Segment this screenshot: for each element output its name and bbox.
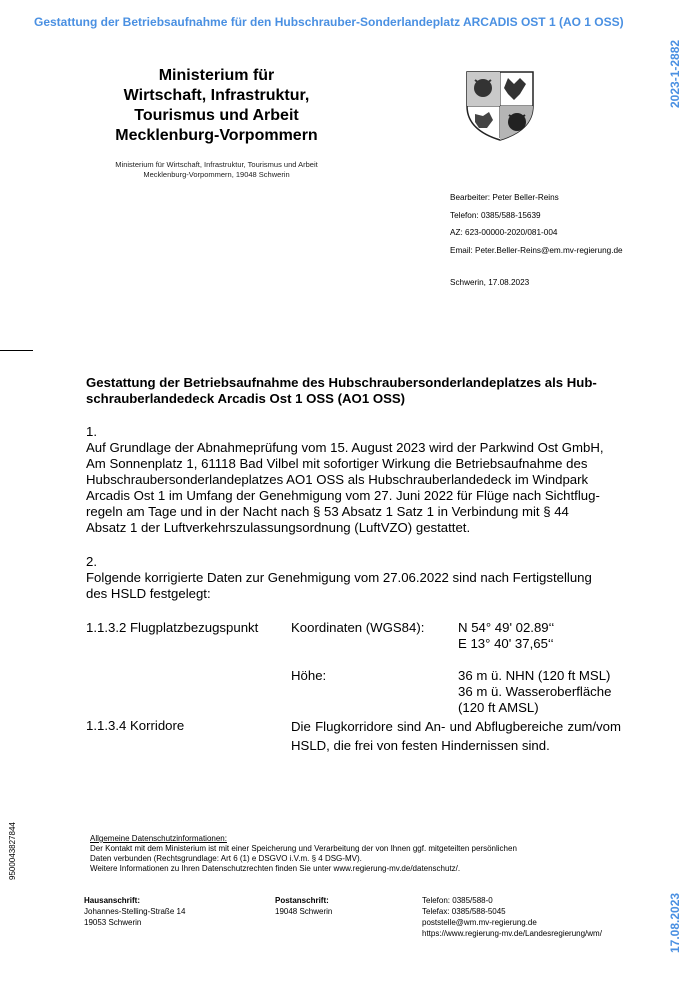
document-header-title: Gestattung der Betriebsaufnahme für den Hubschrauber-Sonderlandeplatz ARCADIS OST 1 (AO 1 OSS) [34, 15, 624, 29]
coordinate-north: N 54° 49' 02.89‘‘ [458, 620, 555, 635]
footer-postal-address [275, 895, 332, 917]
privacy-heading: Allgemeine Datenschutzinformationen: [90, 834, 227, 843]
section-2-line: des HSLD festgelegt: [86, 586, 211, 601]
letter-subject [86, 375, 631, 407]
side-barcode-number [8, 822, 22, 882]
ministry-title-line: Wirtschaft, Infrastruktur, [123, 87, 310, 104]
sender-line: Mecklenburg-Vorpommern, 19048 Schwerin [143, 170, 290, 179]
section-1-line: Auf Grundlage der Abnahmeprüfung vom 15. August 2023 wird der Parkwind Ost GmbH, [86, 440, 604, 455]
footer-house-address [84, 895, 185, 928]
coordinate-east: E 13° 40' 37,65‘‘ [458, 636, 554, 651]
privacy-line: Der Kontakt mit dem Ministerium ist mit einer Speicherung und Verarbeitung der von Ihnen ggf. mitgeteilten persönlichen [90, 844, 517, 853]
height-value-water: 36 m ü. Wasseroberfläche [458, 684, 612, 699]
contact-telefon: Telefon: 0385/588-15639 [450, 210, 541, 220]
footer-email-link[interactable]: poststelle@wm.mv-regierung.de [422, 918, 537, 927]
section-1-line: regeln am Tage und in der Nacht nach § 53 Absatz 1 Satz 1 in Verbindung mit § 44 [86, 504, 569, 519]
footer-postal-label: Postanschrift: [275, 896, 329, 905]
coat-of-arms-icon [463, 68, 537, 142]
footer-house-street: Johannes-Stelling-Straße 14 [84, 907, 186, 916]
subject-line: Gestattung der Betriebsaufnahme des Hubschraubersonderlandeplatzes als Hub- [86, 375, 597, 390]
contact-email: Email: Peter.Beller-Reins@em.mv-regierung.de [450, 246, 623, 256]
subject-line: schrauberlandedeck Arcadis Ost 1 OSS (AO1 OSS) [86, 391, 406, 406]
ministry-title [100, 66, 333, 146]
height-label: Höhe: [291, 668, 327, 683]
section-1-line: Absatz 1 der Luftverkehrszulassungsordnung (LuftVZO) gestattet. [86, 520, 471, 535]
side-reference-text: 2023-1-2882 [668, 39, 682, 108]
contact-bearbeiter: Bearbeiter: Peter Beller-Reins [450, 193, 559, 202]
height-value-amsl: (120 ft AMSL) [458, 700, 539, 715]
fold-mark [0, 350, 33, 351]
footer-telefax: Telefax: 0385/588-5045 [422, 907, 506, 916]
footer-house-label: Hausanschrift: [84, 896, 141, 905]
footer-contact [422, 895, 602, 939]
item-flugplatzbezugspunkt-label: 1.1.3.2 Flugplatzbezugspunkt [86, 620, 259, 635]
section-number: 1. [86, 424, 97, 439]
privacy-line: Daten verbunden (Rechtsgrundlage: Art 6 (1) e DSGVO i.V.m. § 4 DSG-MV). [90, 854, 362, 863]
letter-date: Schwerin, 17.08.2023 [450, 278, 530, 287]
section-1-line: Arcadis Ost 1 im Umfang der Genehmigung vom 27. Juni 2022 für Flüge nach Sichtflug- [86, 488, 600, 503]
contact-az: AZ: 623-00000-2020/081-004 [450, 228, 558, 238]
coordinates-label: Koordinaten (WGS84): [291, 620, 425, 635]
side-barcode-text: 9500043827844 [8, 822, 17, 880]
side-reference-number [668, 34, 688, 114]
ministry-title-line: Ministerium für [158, 67, 275, 84]
item-korridore-text: Die Flugkorridore sind An- und Abflugbereiche zum/vom HSLD, die frei von festen Hindernissen sind. [291, 719, 621, 753]
section-2-line: Folgende korrigierte Daten zur Genehmigung vom 27.06.2022 sind nach Fertigstellung [86, 570, 592, 585]
side-date [668, 892, 688, 955]
privacy-line: Weitere Informationen zu Ihren Datenschutzrechten finden Sie unter www.regierung-mv.de/datenschutz/. [90, 864, 461, 873]
footer-house-city: 19053 Schwerin [84, 918, 142, 927]
section-2 [86, 554, 631, 602]
privacy-notice [90, 834, 517, 874]
footer-postal-city: 19048 Schwerin [275, 907, 333, 916]
side-date-text: 17.08.2023 [668, 892, 682, 953]
section-number: 2. [86, 554, 97, 569]
item-korridore-label: 1.1.3.4 Korridore [86, 718, 185, 733]
section-1-line: Hubschraubersonderlandeplatzes AO1 OSS als Hubschrauberlandedeck im Windpark [86, 472, 589, 487]
height-value-nhn: 36 m ü. NHN (120 ft MSL) [458, 668, 611, 683]
footer-web-link[interactable]: https://www.regierung-mv.de/Landesregierung/wm/ [422, 929, 602, 938]
section-1-line: Am Sonnenplatz 1, 61118 Bad Vilbel mit sofortiger Wirkung die Betriebsaufnahme des [86, 456, 588, 471]
footer-telefon: Telefon: 0385/588-0 [422, 896, 493, 905]
ministry-title-line: Tourismus und Arbeit [134, 107, 299, 124]
sender-line: Ministerium für Wirtschaft, Infrastruktur, Tourismus und Arbeit [115, 160, 318, 169]
ministry-title-line: Mecklenburg-Vorpommern [115, 127, 318, 144]
sender-address [104, 160, 329, 180]
section-1 [86, 424, 631, 536]
contact-block [450, 189, 623, 260]
